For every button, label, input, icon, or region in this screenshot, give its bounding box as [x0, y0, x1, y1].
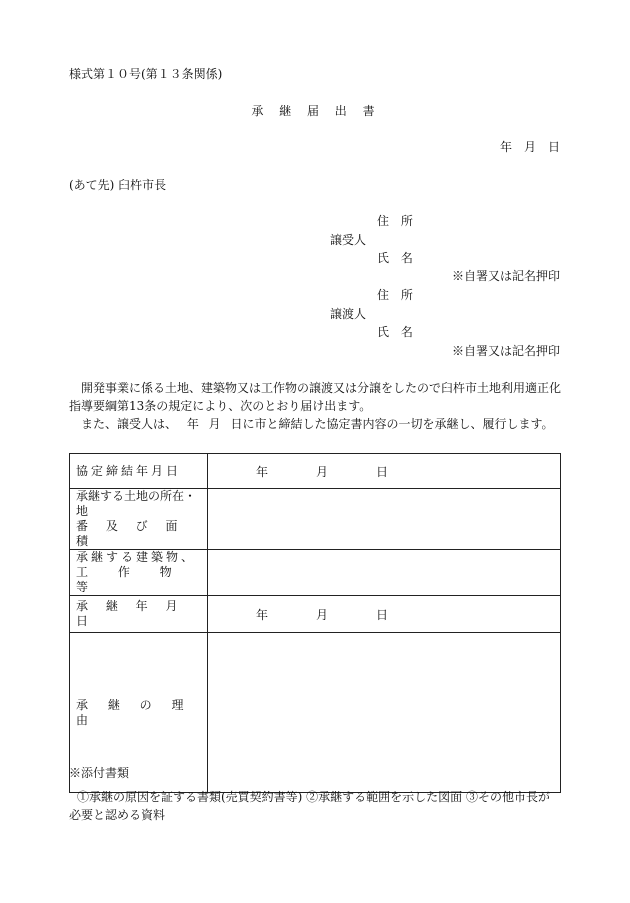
succession-date-field[interactable] — [208, 596, 561, 633]
transferee-signature-note: ※自署又は記名押印 — [451, 269, 560, 283]
succession-reason-field[interactable] — [208, 633, 561, 793]
succession-table — [69, 453, 561, 793]
building-label-line-2: 工 作 物 等 — [76, 565, 172, 594]
agreement-day-label: 日 — [376, 464, 389, 479]
table-row — [70, 596, 561, 633]
submission-date: 年 月 日 — [499, 140, 560, 154]
document-title: 承 継 届 出 書 — [251, 104, 379, 118]
body-paragraph-1: 開発事業に係る土地、建築物又は工作物の譲渡又は分譲をしたので臼杵市土地利用適正化指導要綱第13条の規定により、次のとおり届け出ます。 — [69, 381, 562, 413]
building-label-line-1: 承継する建築物、 — [76, 550, 197, 564]
succession-reason-label-text: 承 継 の 理 由 — [76, 697, 184, 727]
body-paragraph-2: また、譲受人は、 年 月 日に市と締結した協定書内容の一切を承継し、履行します。 — [81, 417, 554, 431]
attachments-text: ①承継の原因を証する書類(売買契約書等) ②承継する範囲を示した図面 ③その他市長が必要と認める資料 — [69, 790, 550, 822]
succession-date-label-text: 承 継 年 月 日 — [76, 599, 178, 628]
building-label — [70, 550, 208, 596]
attachments-heading: ※添付書類 — [69, 766, 130, 780]
land-location-label-line-2: 番 及 び 面 積 — [76, 519, 178, 548]
form-number: 様式第１０号(第１３条関係) — [69, 67, 223, 81]
table-row — [70, 489, 561, 550]
transferor-signature-note: ※自署又は記名押印 — [451, 344, 560, 358]
agreement-date-label — [70, 454, 208, 489]
succession-year-label: 年 — [256, 607, 269, 622]
transferee-address-label: 住 所 — [377, 214, 413, 228]
land-location-label — [70, 489, 208, 550]
land-location-field[interactable] — [208, 489, 561, 550]
succession-date-label — [70, 596, 208, 633]
succession-day-label: 日 — [376, 607, 389, 622]
addressee: (あて先) 臼杵市長 — [69, 178, 167, 192]
transferee-name-label: 氏 名 — [377, 251, 413, 265]
table-row — [70, 633, 561, 793]
agreement-date-label-text: 協定締結年月日 — [76, 463, 182, 478]
land-location-label-line-1: 承継する土地の所在・地 — [76, 489, 197, 518]
transferor-role-label: 譲渡人 — [330, 307, 367, 321]
table-row — [70, 550, 561, 596]
building-field[interactable] — [208, 550, 561, 596]
table-row — [70, 454, 561, 489]
succession-month-label: 月 — [316, 607, 329, 622]
agreement-date-field[interactable] — [208, 454, 561, 489]
transferee-role-label: 譲受人 — [330, 233, 367, 247]
transferor-name-label: 氏 名 — [377, 325, 413, 339]
agreement-year-label: 年 — [256, 464, 269, 479]
body-text — [69, 379, 561, 433]
transferor-address-label: 住 所 — [377, 288, 413, 302]
agreement-month-label: 月 — [316, 464, 329, 479]
